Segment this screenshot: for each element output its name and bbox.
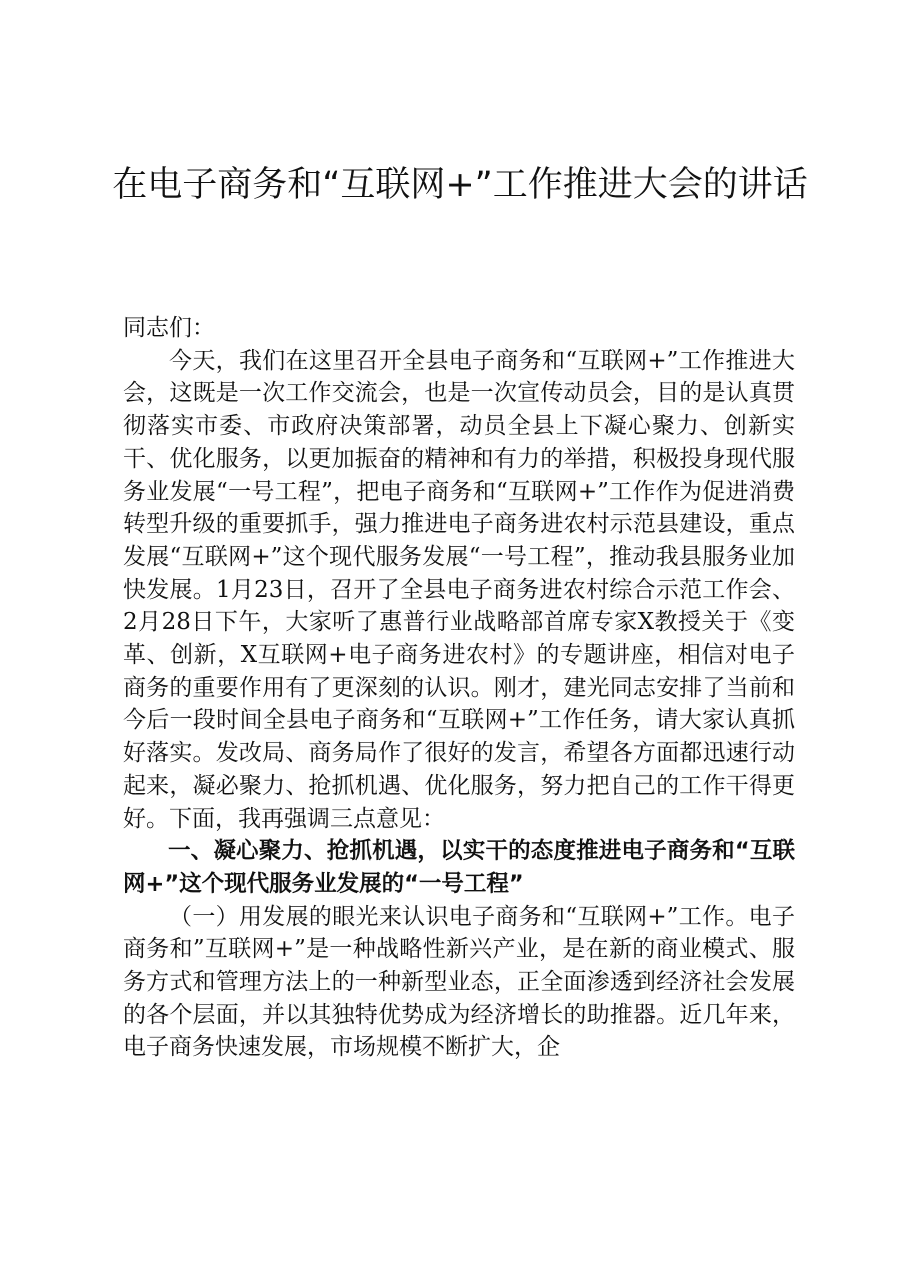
opening-paragraph: 今天，我们在这里召开全县电子商务和“互联网+”工作推进大会，这既是一次工作交流会，也是一次宣传动员会，目的是认真贯彻落实市委、市政府决策部署，动员全县上下凝心聚力、创新实干、优化服务，以更加振奋的精神和有力的举措，积极投身现代服务业发展“一号工程”，把电子商务和“互联网+”工作作为促进消费转型升级的重要抓手，强力推进电子商务进农村示范县建设，重点发展“互联网+”这个现代服务发展“一号工程”，推动我县服务业加快发展。1月23日，召开了全县电子商务进农村综合示范工作会、2月28日下午，大家听了惠普行业战略部首席专家X教授关于《变革、创新，X互联网+电子商务进农村》的专题讲座，相信对电子商务的重要作用有了更深刻的认识。刚才，建光同志安排了当前和今后一段时间全县电子商务和“互联网+”工作任务，请大家认真抓好落实。发改局、商务局作了很好的发言，希望各方面都迅速行动起来，凝必聚力、抢抓机遇、优化服务，努力把自己的工作干得更好。下面，我再强调三点意见： bbox=[123, 347, 795, 832]
subsection-paragraph-1: （一）用发展的眼光来认识电子商务和“互联网+”工作。电子商务和”互联网+”是一种战略性新兴产业，是在新的商业模式、服务方式和管理方法上的一种新型业态，正全面渗透到经济社会发展的各个层面，并以其独特优势成为经济增长的助推器。近几年来，电子商务快速发展，市场规模不断扩大，企 bbox=[123, 903, 795, 1061]
section-heading-1: 一、凝心聚力、抢抓机遇，以实干的态度推进电子商务和“互联网+”这个现代服务业发展的“一号工程” bbox=[123, 838, 795, 897]
salutation: 同志们： bbox=[123, 315, 215, 341]
document-body bbox=[123, 312, 795, 1064]
document-title: 在电子商务和“互联网+”工作推进大会的讲话 bbox=[112, 165, 808, 205]
